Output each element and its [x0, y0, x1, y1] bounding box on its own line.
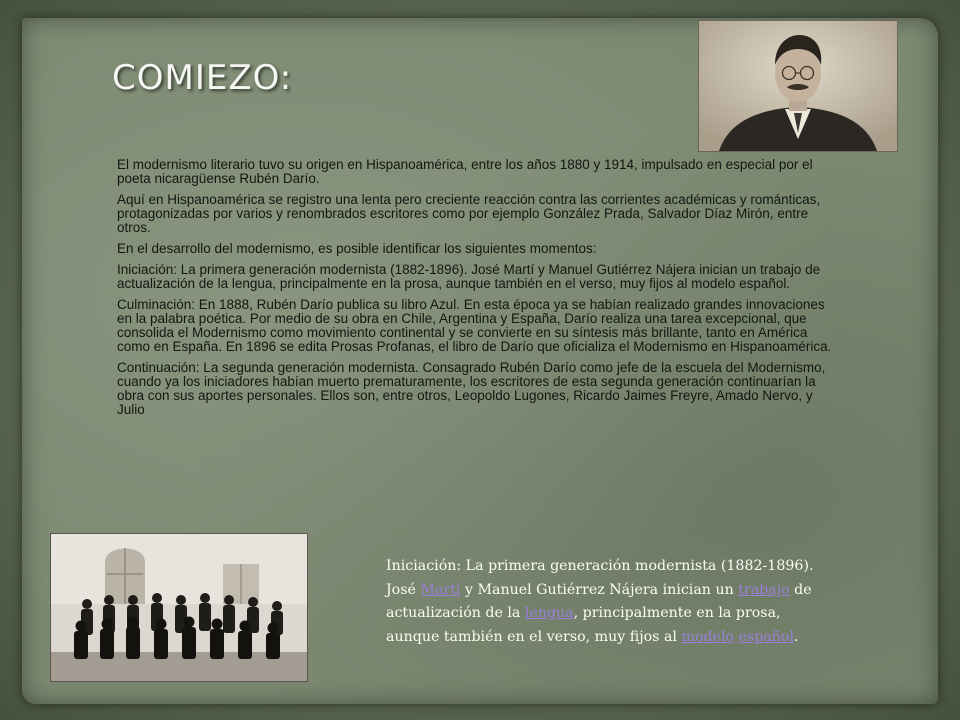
link-marti[interactable]: Martí — [420, 581, 461, 598]
group-photo — [50, 533, 308, 682]
paragraph-iniciacion: Iniciación: La primera generación modernista (1882-1896). José Martí y Manuel Gutiérrez Nájera inician un trabajo de actualización de la lengua, principalmente en la prosa, aunque también en el verso, muy fijos al modelo español. — [117, 262, 821, 291]
caption-text-part: de actualización de la — [386, 581, 812, 621]
body-text — [117, 158, 837, 424]
paragraph-context: Aquí en Hispanoamérica se registro una lenta pero creciente reacción contra las corrientes académicas y románticas, protagonizadas por varios y renombrados escritores como por ejemplo González Prada, Salvador Díaz Mirón, entre otros. — [117, 192, 821, 235]
caption-text-part: , principalmente en la prosa, aunque también en el verso, muy fijos al — [386, 605, 781, 645]
portrait-photo — [698, 20, 898, 152]
link-trabajo[interactable]: trabajo — [738, 581, 790, 598]
link-modelo[interactable]: modelo — [681, 628, 735, 645]
caption-text-part: Iniciación: La primera generación modernista (1882-1896). José — [386, 558, 814, 598]
caption-text — [386, 555, 816, 649]
paragraph-intro: El modernismo literario tuvo su origen en Hispanoamérica, entre los años 1880 y 1914, impulsado en especial por el poeta nicaragüense Rubén Darío. — [117, 157, 813, 186]
caption-text-part: y Manuel Gutiérrez Nájera inician un — [460, 581, 739, 598]
paragraph-continuacion: Continuación: La segunda generación modernista. Consagrado Rubén Darío como jefe de la escuela del Modernismo, cuando ya los iniciadores habían muerto prematuramente, los escritores de esta segunda generación continuarían la obra con sus aportes personales. Ellos son, entre otros, Leopoldo Lugones, Ricardo Jaimes Freyre, Amado Nervo, y Julio — [117, 360, 826, 417]
link-espanol[interactable]: español — [738, 628, 794, 645]
paragraph-moments: En el desarrollo del modernismo, es posible identificar los siguientes momentos: — [117, 241, 597, 256]
paragraph-culminacion: Culminación: En 1888, Rubén Darío publica su libro Azul. En esta época ya se habían realizado grandes innovaciones en la palabra poética. Por medio de su obra en Chile, Argentina y España, Darío realiza una tarea excepcional, que consolida el Modernismo como movimiento continental y se convierte en su síntesis más brillante, tanto en América como en España. En 1896 se edita Prosas Profanas, el libro de Darío que oficializa el Modernismo en Hispanoamérica. — [117, 297, 832, 354]
link-lengua[interactable]: lengua — [524, 605, 574, 621]
caption-text-part: . — [794, 628, 799, 645]
slide-title: COMIEZO: — [112, 58, 293, 98]
